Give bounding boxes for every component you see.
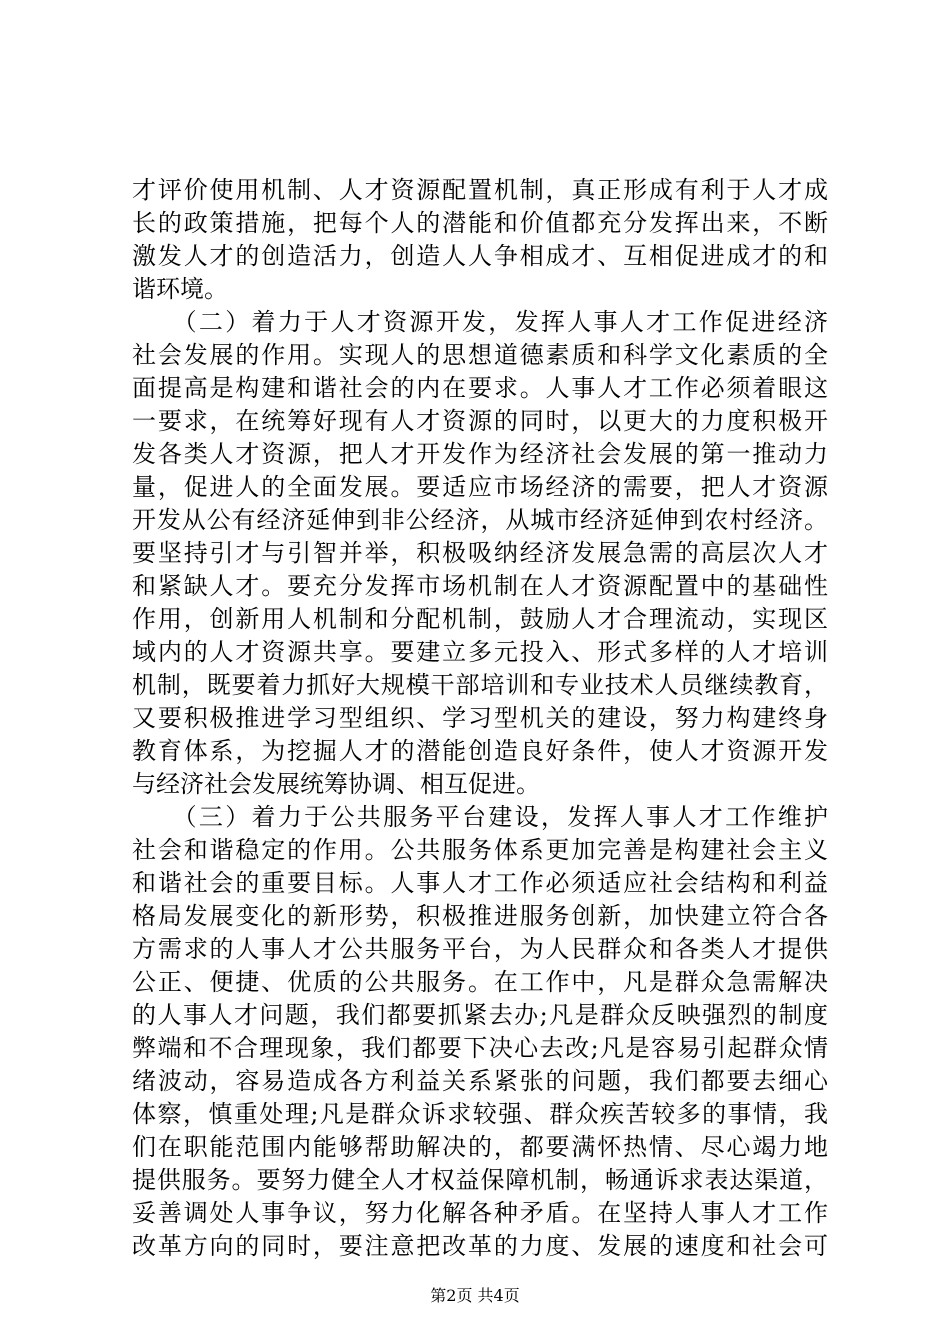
text-line: 和谐社会的重要目标。人事人才工作必须适应社会结构和利益 <box>132 869 828 897</box>
text-line: 要坚持引才与引智并举，积极吸纳经济发展急需的高层次人才 <box>132 539 828 567</box>
text-line: 公正、便捷、优质的公共服务。在工作中，凡是群众急需解决 <box>132 968 828 996</box>
text-line: 弊端和不合理现象，我们都要下决心去改;凡是容易引起群众情 <box>132 1034 828 1062</box>
text-line: 面提高是构建和谐社会的内在要求。人事人才工作必须着眼这 <box>132 374 828 402</box>
text-line: 的人事人才问题，我们都要抓紧去办;凡是群众反映强烈的制度 <box>132 1001 828 1029</box>
text-line: 谐环境。 <box>132 275 228 303</box>
text-line: 格局发展变化的新形势，积极推进服务创新，加快建立符合各 <box>132 902 828 930</box>
text-line: 体察，慎重处理;凡是群众诉求较强、群众疾苦较多的事情，我 <box>132 1100 828 1128</box>
text-line: 改革方向的同时，要注意把改革的力度、发展的速度和社会可 <box>132 1232 828 1260</box>
text-line: 教育体系，为挖掘人才的潜能创造良好条件，使人才资源开发 <box>132 737 828 765</box>
text-line: 绪波动，容易造成各方利益关系紧张的问题，我们都要去细心 <box>132 1067 828 1095</box>
text-line: 与经济社会发展统筹协调、相互促进。 <box>132 770 540 798</box>
text-line: 作用，创新用人机制和分配机制，鼓励人才合理流动，实现区 <box>132 605 828 633</box>
text-line: 域内的人才资源共享。要建立多元投入、形式多样的人才培训 <box>132 638 828 666</box>
text-line: 方需求的人事人才公共服务平台，为人民群众和各类人才提供 <box>132 935 828 963</box>
text-line: 妥善调处人事争议，努力化解各种矛盾。在坚持人事人才工作 <box>132 1199 828 1227</box>
text-line: 和紧缺人才。要充分发挥市场机制在人才资源配置中的基础性 <box>132 572 828 600</box>
text-line: 才评价使用机制、人才资源配置机制，真正形成有利于人才成 <box>132 176 828 204</box>
section-heading-line: （二）着力于人才资源开发，发挥人事人才工作促进经济 <box>132 308 828 336</box>
text-line: 又要积极推进学习型组织、学习型机关的建设，努力构建终身 <box>132 704 828 732</box>
text-line: 提供服务。要努力健全人才权益保障机制，畅通诉求表达渠道， <box>132 1166 828 1194</box>
text-line: 开发从公有经济延伸到非公经济，从城市经济延伸到农村经济。 <box>132 506 828 534</box>
text-line: 激发人才的创造活力，创造人人争相成才、互相促进成才的和 <box>132 242 828 270</box>
text-line: 社会和谐稳定的作用。公共服务体系更加完善是构建社会主义 <box>132 836 828 864</box>
text-line: 量，促进人的全面发展。要适应市场经济的需要，把人才资源 <box>132 473 828 501</box>
text-line: 长的政策措施，把每个人的潜能和价值都充分发挥出来，不断 <box>132 209 828 237</box>
text-line: 机制，既要着力抓好大规模干部培训和专业技术人员继续教育， <box>132 671 828 699</box>
text-line: 社会发展的作用。实现人的思想道德素质和科学文化素质的全 <box>132 341 828 369</box>
text-line: 发各类人才资源，把人才开发作为经济社会发展的第一推动力 <box>132 440 828 468</box>
document-body <box>132 174 828 1263</box>
page-footer: 第2页 共4页 <box>430 1286 520 1305</box>
section-heading-line: （三）着力于公共服务平台建设，发挥人事人才工作维护 <box>132 803 828 831</box>
text-line: 们在职能范围内能够帮助解决的，都要满怀热情、尽心竭力地 <box>132 1133 828 1161</box>
text-line: 一要求，在统筹好现有人才资源的同时，以更大的力度积极开 <box>132 407 828 435</box>
